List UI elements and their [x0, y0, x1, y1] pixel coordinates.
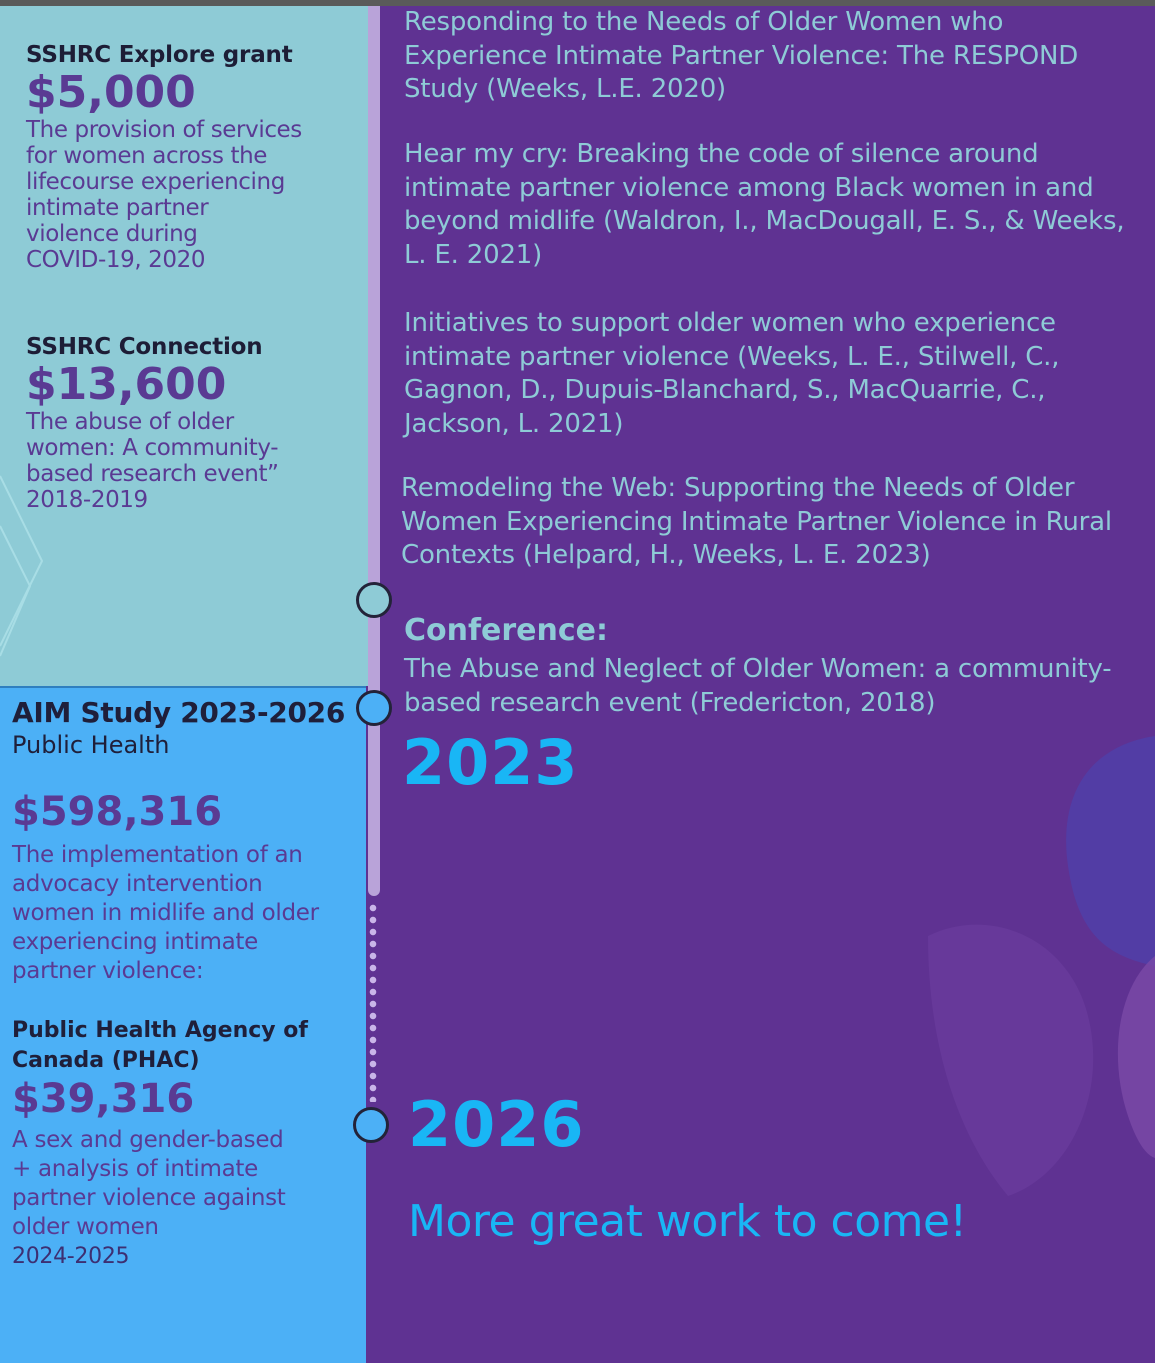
conference-heading: Conference: — [404, 613, 609, 648]
year-2023: 2023 — [402, 726, 579, 799]
phac-description: A sex and gender-based + analysis of intimate partner violence against older women 2024-2025 — [12, 1127, 286, 1269]
publication-remodeling-the-web: Remodeling the Web: Supporting the Needs of Older Women Experiencing Intimate Partner Violence in Rural Contexts (Helpard, H., Weeks, L. E. 2023) — [401, 473, 1112, 570]
phac-amount: $39,316 — [12, 1076, 195, 1122]
conference-description: The Abuse and Neglect of Older Women: a community- based research event (Fredericton, 2018) — [404, 654, 1112, 718]
aim-study-block — [12, 696, 358, 1271]
grant-sshrc-explore — [26, 42, 356, 273]
aim-study-subtitle: Public Health — [12, 731, 170, 759]
timeline-marker — [356, 582, 392, 618]
grant-amount: $13,600 — [26, 359, 227, 410]
tagline: More great work to come! — [408, 1196, 967, 1247]
year-2026: 2026 — [408, 1088, 585, 1161]
timeline-marker-2023 — [356, 690, 392, 726]
grant-amount: $5,000 — [26, 67, 196, 118]
phac-title: Public Health Agency of Canada (PHAC) — [12, 1018, 308, 1073]
aim-study-description: The implementation of an advocacy intervention women in midlife and older experiencing intimate partner violence: — [12, 842, 319, 984]
publication-hear-my-cry: Hear my cry: Breaking the code of silence around intimate partner violence among Black women in and beyond midlife (Waldron, I., MacDougall, E. S., & Weeks, L. E. 2021) — [404, 139, 1125, 270]
grants-panel — [0, 6, 368, 686]
timeline-marker-2026 — [353, 1107, 389, 1143]
timeline-dotted-line — [369, 902, 377, 1102]
grant-title: SSHRC Connection — [26, 334, 263, 360]
grant-title: SSHRC Explore grant — [26, 42, 293, 68]
grant-sshrc-connection — [26, 334, 356, 513]
timeline-line — [368, 6, 380, 896]
grant-description: The abuse of older women: A community- based research event” 2018-2019 — [26, 409, 279, 514]
aim-study-title: AIM Study 2023-2026 — [12, 696, 346, 729]
grant-description: The provision of services for women across the lifecourse experiencing intimate partner violence during COVID-19, 2020 — [26, 117, 302, 274]
aim-study-panel — [0, 686, 366, 1363]
aim-study-amount: $598,316 — [12, 789, 223, 835]
publication-initiatives: Initiatives to support older women who experience intimate partner violence (Weeks, L. E., Stilwell, C., Gagnon, D., Dupuis-Blanchard, S., MacQuarrie, C., Jackson, L. 2021) — [404, 308, 1060, 439]
publication-respond: Responding to the Needs of Older Women who Experience Intimate Partner Violence: The RESPOND Study (Weeks, L.E. 2020) — [404, 7, 1079, 104]
